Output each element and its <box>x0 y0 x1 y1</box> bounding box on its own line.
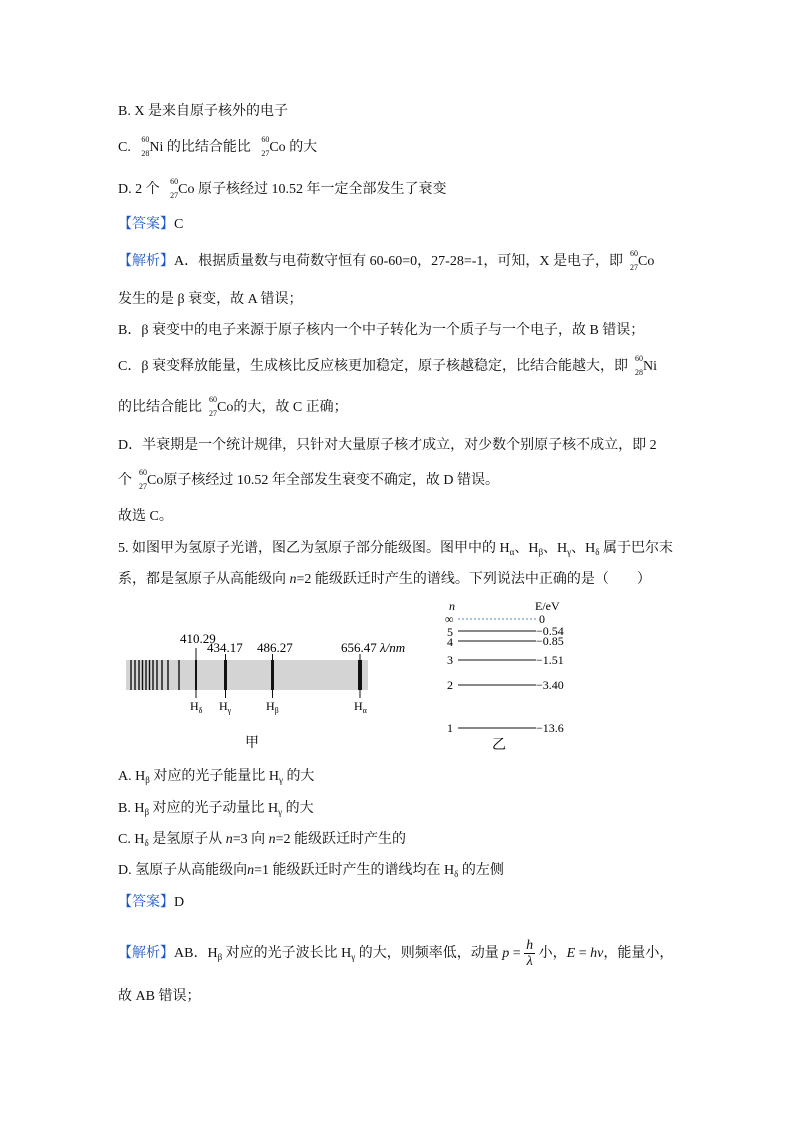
fraction-numerator: h <box>526 938 534 954</box>
analysis-a-line1 <box>118 249 655 272</box>
q5-option-a <box>118 767 314 790</box>
mass-number: 60 <box>630 249 638 258</box>
e-label-4: −0.85 <box>536 634 564 648</box>
wavelength-h-beta: 486.27 <box>257 640 293 655</box>
answer-value: C <box>174 217 184 232</box>
q5-text: =3 向 <box>232 832 269 847</box>
answer-tag: 【答案】 <box>118 217 174 232</box>
wavelength-h-alpha: 656.47 <box>341 640 377 655</box>
var-hv: hν <box>590 946 604 961</box>
analysis-text: 原子核经过 10.52 年全部发生衰变不确定，故 D 错误。 <box>163 473 499 489</box>
q5-text: 系，都是氢原子从高能级向 <box>118 572 290 587</box>
mass-number: 60 <box>139 468 147 477</box>
atomic-number: 27 <box>209 409 217 418</box>
q5-text: AB．H <box>174 946 218 961</box>
isotope-co <box>202 395 217 418</box>
label-h-beta: $H_\beta$ <box>266 699 279 715</box>
option-d-prefix: D. 2 个 <box>118 182 164 198</box>
q5-option-d <box>118 861 504 884</box>
e-label-5: −0.54 <box>536 624 564 638</box>
sub-delta: δ <box>454 869 459 879</box>
element-symbol: Ni <box>149 140 164 156</box>
equals-sign: = <box>509 946 525 961</box>
e-header: E/eV <box>535 599 560 613</box>
q5-text: 对应的光子能量比 H <box>149 769 279 784</box>
q5-analysis-ab-line2: 故 AB 错误； <box>118 989 201 1004</box>
option-c-prev <box>118 135 318 158</box>
isotope-co <box>623 249 638 272</box>
q5-text: B. H <box>118 801 145 816</box>
spectral-line-h-delta <box>195 660 197 690</box>
energy-level-figure <box>440 596 600 751</box>
q5-text: 、H <box>571 541 596 556</box>
sub-gamma: γ <box>278 807 283 817</box>
q5-text: 、H <box>514 541 539 556</box>
q5-stem-line1 <box>118 539 673 562</box>
option-b-prev: B. X 是来自原子核外的电子 <box>118 104 288 119</box>
mass-number: 60 <box>209 395 217 404</box>
mass-number: 60 <box>170 177 179 186</box>
axis-unit-label: λ/nm <box>380 640 406 655</box>
q5-analysis-ab-line1 <box>118 937 673 974</box>
q5-text: ，能量小， <box>603 946 674 961</box>
n-header: n <box>449 599 455 613</box>
atomic-number: 27 <box>630 263 638 272</box>
analysis-text: C．β 衰变释放能量，生成核比反应核更加稳定，原子核越稳定，比结合能越大，即 <box>118 359 628 375</box>
n-label-1: 1 <box>447 721 453 735</box>
var-n: n <box>225 832 233 847</box>
figure-caption-jia: 甲 <box>245 736 259 751</box>
q5-option-c <box>118 830 406 853</box>
option-d-prev <box>118 177 447 200</box>
atomic-number: 27 <box>170 191 179 200</box>
q5-option-b <box>118 799 314 822</box>
e-label-inf: 0 <box>539 612 545 626</box>
analysis-c-line1 <box>118 354 657 377</box>
n-label-5: 5 <box>447 625 453 639</box>
q5-text: 是氢原子从 <box>148 832 226 847</box>
var-e: E <box>566 946 576 961</box>
q5-text: =2 能级跃迁时产生的谱线。下列说法中正确的是（ ） <box>296 572 651 587</box>
label-h-gamma: $H_\gamma$ <box>219 699 232 715</box>
q5-answer <box>118 893 184 913</box>
option-c-middle: 的比结合能比 <box>163 140 255 156</box>
element-symbol: Co <box>638 254 655 270</box>
atomic-number: 27 <box>261 149 270 158</box>
sub-beta: β <box>538 547 544 557</box>
q5-text: 小， <box>535 946 567 961</box>
analysis-a-line2: 发生的是 β 衰变，故 A 错误； <box>118 292 303 307</box>
q5-text: 对应的光子动量比 H <box>149 801 279 816</box>
answer-prev <box>118 215 183 235</box>
atomic-number: 28 <box>141 149 150 158</box>
sub-beta: β <box>144 807 150 817</box>
option-d-suffix: 原子核经过 10.52 年一定全部发生了衰变 <box>194 182 447 198</box>
e-label-2: −3.40 <box>536 678 564 692</box>
q5-text: 的左侧 <box>458 863 504 878</box>
q5-text: C. H <box>118 832 145 847</box>
var-p: p <box>502 946 510 961</box>
q5-text: 、H <box>543 541 568 556</box>
equals-sign: = <box>575 946 591 961</box>
element-symbol: Co <box>147 473 164 489</box>
sub-gamma: γ <box>351 952 356 962</box>
q5-text: =2 能级跃迁时产生的 <box>275 832 407 847</box>
mass-number: 60 <box>141 135 150 144</box>
n-label-inf: ∞ <box>445 612 454 626</box>
element-symbol: Co <box>217 400 234 416</box>
isotope-ni <box>134 135 150 158</box>
e-label-3: −1.51 <box>536 653 564 667</box>
isotope-co <box>254 135 270 158</box>
q5-text: 5. 如图甲为氢原子光谱，图乙为氢原子部分能级图。图甲中的 H <box>118 541 510 556</box>
element-symbol: Ni <box>642 359 657 375</box>
conclusion: 故选 C。 <box>118 509 173 524</box>
spectral-line-h-gamma <box>224 660 227 690</box>
fraction-h-over-lambda <box>524 938 535 969</box>
label-h-delta: $H_\delta$ <box>190 699 203 715</box>
e-label-1: −13.6 <box>536 721 564 735</box>
var-n: n <box>289 572 297 587</box>
wavelength-h-delta: 410.29 <box>180 631 216 646</box>
q5-text: 的大 <box>282 769 315 784</box>
q5-text: 的大 <box>282 801 314 816</box>
option-c-prefix: C. <box>118 140 135 156</box>
atomic-number: 27 <box>139 482 147 491</box>
n-label-4: 4 <box>447 635 453 649</box>
hydrogen-spectrum-figure <box>118 590 438 755</box>
analysis-tag: 【解析】 <box>118 946 174 961</box>
q5-text: 的大，则频率低，动量 <box>355 946 503 961</box>
var-n: n <box>247 863 255 878</box>
analysis-text: A．根据质量数与电荷数守恒有 60-60=0，27-28=-1，可知，X 是电子，即 <box>174 254 623 270</box>
var-n: n <box>268 832 276 847</box>
wavelength-h-gamma: 434.17 <box>207 640 243 655</box>
n-label-2: 2 <box>447 678 453 692</box>
atomic-number: 28 <box>634 368 643 377</box>
figure-caption-yi: 乙 <box>492 738 506 751</box>
answer-value: D <box>174 895 185 910</box>
q5-text: =1 能级跃迁时产生的谱线均在 H <box>254 863 455 878</box>
mass-number: 60 <box>634 354 643 363</box>
analysis-d-line1: D．半衰期是一个统计规律，只针对大量原子核才成立，对少数个别原子核不成立，即 2 <box>118 438 657 453</box>
element-symbol: Co <box>269 140 286 156</box>
sub-alpha: α <box>509 547 515 557</box>
q5-text: D. 氢原子从高能级向 <box>118 863 248 878</box>
sub-beta: β <box>217 952 223 962</box>
sub-delta: δ <box>595 547 600 557</box>
label-h-alpha: $H_\alpha$ <box>354 699 367 715</box>
sub-delta: δ <box>144 838 149 848</box>
isotope-ni <box>628 354 643 377</box>
q5-stem-line2 <box>118 570 651 590</box>
sub-beta: β <box>145 775 150 785</box>
analysis-b: B．β 衰变中的电子来源于原子核内一个中子转化为一个质子与一个电子，故 B 错误； <box>118 323 645 338</box>
analysis-tag: 【解析】 <box>118 254 174 270</box>
isotope-co <box>163 177 179 200</box>
isotope-co <box>132 468 147 491</box>
spectral-line-h-beta <box>271 660 274 690</box>
analysis-text: 的比结合能比 <box>118 400 202 416</box>
analysis-d-line2 <box>118 468 499 491</box>
spectral-line-h-alpha <box>358 660 362 690</box>
q5-text: A. H <box>118 769 146 784</box>
analysis-c-line2 <box>118 395 348 418</box>
element-symbol: Co <box>178 182 195 198</box>
q5-text: 对应的光子波长比 H <box>222 946 352 961</box>
answer-tag: 【答案】 <box>118 895 174 910</box>
fraction-denominator: λ <box>526 954 533 970</box>
n-label-3: 3 <box>447 653 453 667</box>
sub-gamma: γ <box>567 547 572 557</box>
sub-gamma: γ <box>278 775 283 785</box>
option-c-suffix: 的大 <box>285 140 318 156</box>
analysis-text: 个 <box>118 473 132 489</box>
analysis-text: 的大，故 C 正确； <box>233 400 348 416</box>
q5-text: 属于巴尔末 <box>599 541 674 556</box>
mass-number: 60 <box>261 135 270 144</box>
